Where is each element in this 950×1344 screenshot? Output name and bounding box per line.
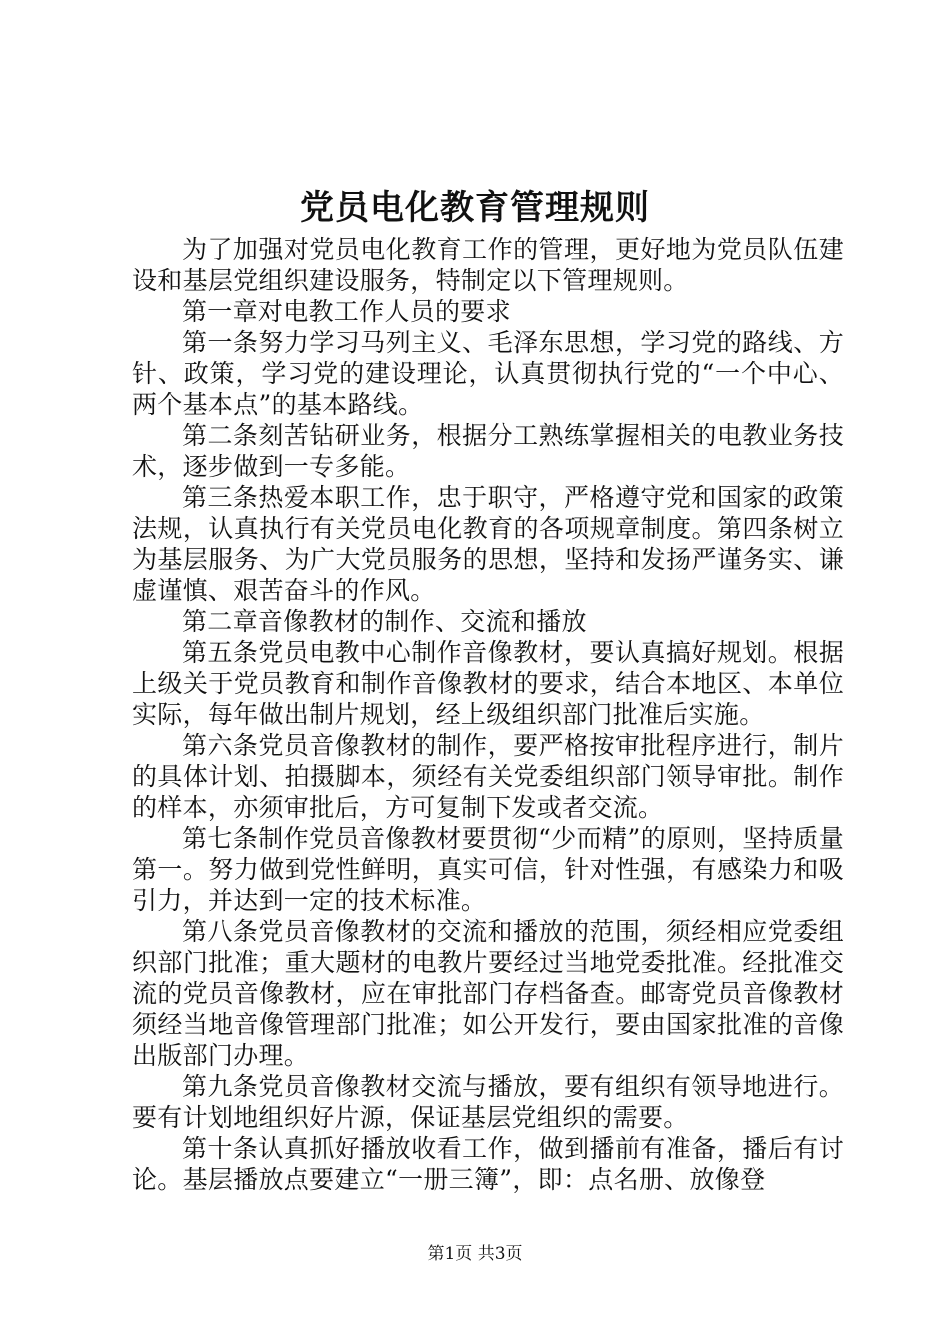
document-body — [132, 234, 844, 1195]
article-5-paragraph: 第五条党员电教中心制作音像教材，要认真搞好规划。根据上级关于党员教育和制作音像教材的要求，结合本地区、本单位实际，每年做出制片规划，经上级组织部门批准后实施。 — [132, 638, 844, 729]
article-10-paragraph: 第十条认真抓好播放收看工作，做到播前有准备，播后有讨论。基层播放点要建立“一册三簿”，即：点名册、放像登 — [132, 1134, 844, 1194]
article-9-paragraph: 第九条党员音像教材交流与播放，要有组织有领导地进行。要有计划地组织好片源，保证基层党组织的需要。 — [132, 1072, 844, 1132]
article-6-paragraph: 第六条党员音像教材的制作，要严格按审批程序进行，制片的具体计划、拍摄脚本，须经有关党委组织部门领导审批。制作的样本，亦须审批后，方可复制下发或者交流。 — [132, 731, 844, 822]
article-8-paragraph: 第八条党员音像教材的交流和播放的范围，须经相应党委组织部门批准；重大题材的电教片要经过当地党委批准。经批准交流的党员音像教材，应在审批部门存档备查。邮寄党员音像教材须经当地音像管理部门批准；如公开发行，要由国家批准的音像出版部门办理。 — [132, 917, 844, 1070]
article-1-paragraph: 第一条努力学习马列主义、毛泽东思想，学习党的路线、方针、政策，学习党的建设理论，认真贯彻执行党的“一个中心、两个基本点”的基本路线。 — [132, 328, 844, 419]
page-footer — [0, 1242, 950, 1266]
document-title: 党员电化教育管理规则 — [300, 188, 650, 228]
chapter-1-heading: 第一章对电教工作人员的要求 — [182, 297, 511, 326]
article-2-paragraph: 第二条刻苦钻研业务，根据分工熟练掌握相关的电教业务技术，逐步做到一专多能。 — [132, 421, 844, 481]
page-number: 第1页 — [427, 1244, 473, 1264]
intro-paragraph: 为了加强对党员电化教育工作的管理，更好地为党员队伍建设和基层党组织建设服务，特制定以下管理规则。 — [132, 235, 844, 295]
article-3-4-paragraph: 第三条热爱本职工作，忠于职守，严格遵守党和国家的政策法规，认真执行有关党员电化教育的各项规章制度。第四条树立为基层服务、为广大党员服务的思想，坚持和发扬严谨务实、谦虚谨慎、艰苦奋斗的作风。 — [132, 483, 844, 605]
page-total: 共3页 — [477, 1244, 523, 1264]
article-7-paragraph: 第七条制作党员音像教材要贯彻“少而精”的原则，坚持质量第一。努力做到党性鲜明，真实可信，针对性强，有感染力和吸引力，并达到一定的技术标准。 — [132, 824, 844, 915]
chapter-2-heading: 第二章音像教材的制作、交流和播放 — [182, 607, 587, 636]
